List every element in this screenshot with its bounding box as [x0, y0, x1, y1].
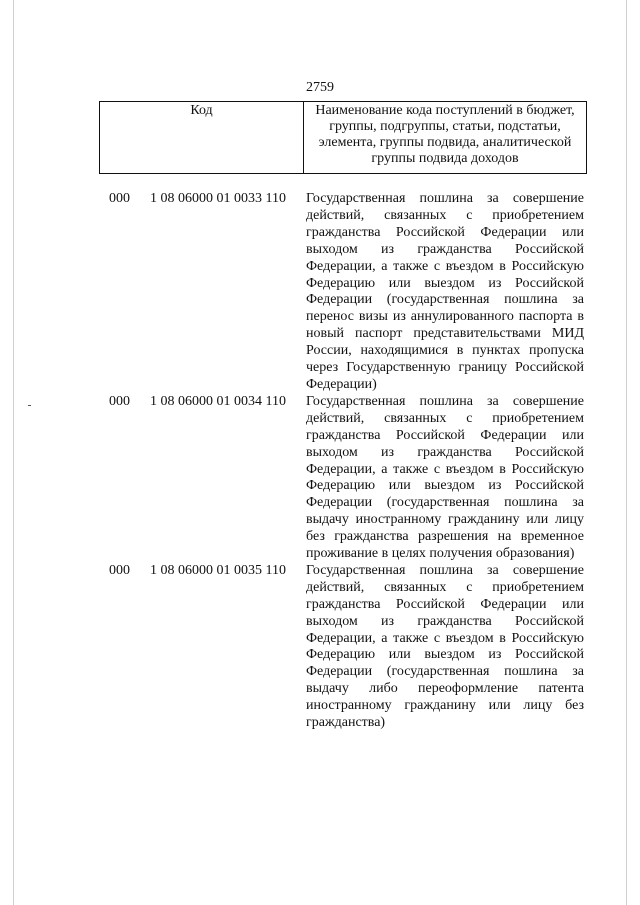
admin-code: 000	[109, 562, 130, 578]
table-row	[0, 191, 640, 394]
page-number: 2759	[306, 80, 334, 95]
revenue-code: 1 08 06000 01 0034 110	[150, 393, 286, 409]
header-code-cell: Код	[100, 102, 304, 174]
admin-code: 000	[109, 393, 130, 409]
header-row	[100, 102, 587, 174]
revenue-code-list	[0, 191, 640, 732]
revenue-description: Государственная пошлина за совершение действий, связанных с приобретением гражданства Российской Федерации или выходом из гражданства Российской Федерации, а также с въездом в Российскую Федерацию или выездом из Российской Федерации (государственная пошлина за выдачу иностранному гражданину или лицу без гражданства разрешения на временное проживание в целях получения образования)	[306, 393, 584, 562]
table-row	[0, 563, 640, 732]
admin-code: 000	[109, 191, 130, 206]
header-table	[99, 101, 587, 174]
table-row	[0, 394, 640, 563]
header-name-cell: Наименование кода поступлений в бюджет, группы, подгруппы, статьи, подстатьи, элемента, группы подвида, аналитической группы подвида доходов	[304, 102, 587, 174]
revenue-description: Государственная пошлина за совершение действий, связанных с приобретением гражданства Российской Федерации или выходом из гражданства Российской Федерации, а также с въездом в Российскую Федерацию или выездом из Российской Федерации (государственная пошлина за выдачу либо переоформление патента иностранному гражданину или лицу без гражданства)	[306, 562, 584, 731]
revenue-description: Государственная пошлина за совершение действий, связанных с приобретением гражданства Российской Федерации или выходом из гражданства Российской Федерации, а также с въездом в Российскую Федерацию или выездом из Российской Федерации (государственная пошлина за перенос визы из аннулированного паспорта в новый паспорт представительствами МИД России, находящимися в пунктах пропуска через Государственную границу Российской Федерации)	[306, 191, 584, 392]
revenue-code: 1 08 06000 01 0033 110	[150, 191, 286, 206]
revenue-code: 1 08 06000 01 0035 110	[150, 562, 286, 578]
